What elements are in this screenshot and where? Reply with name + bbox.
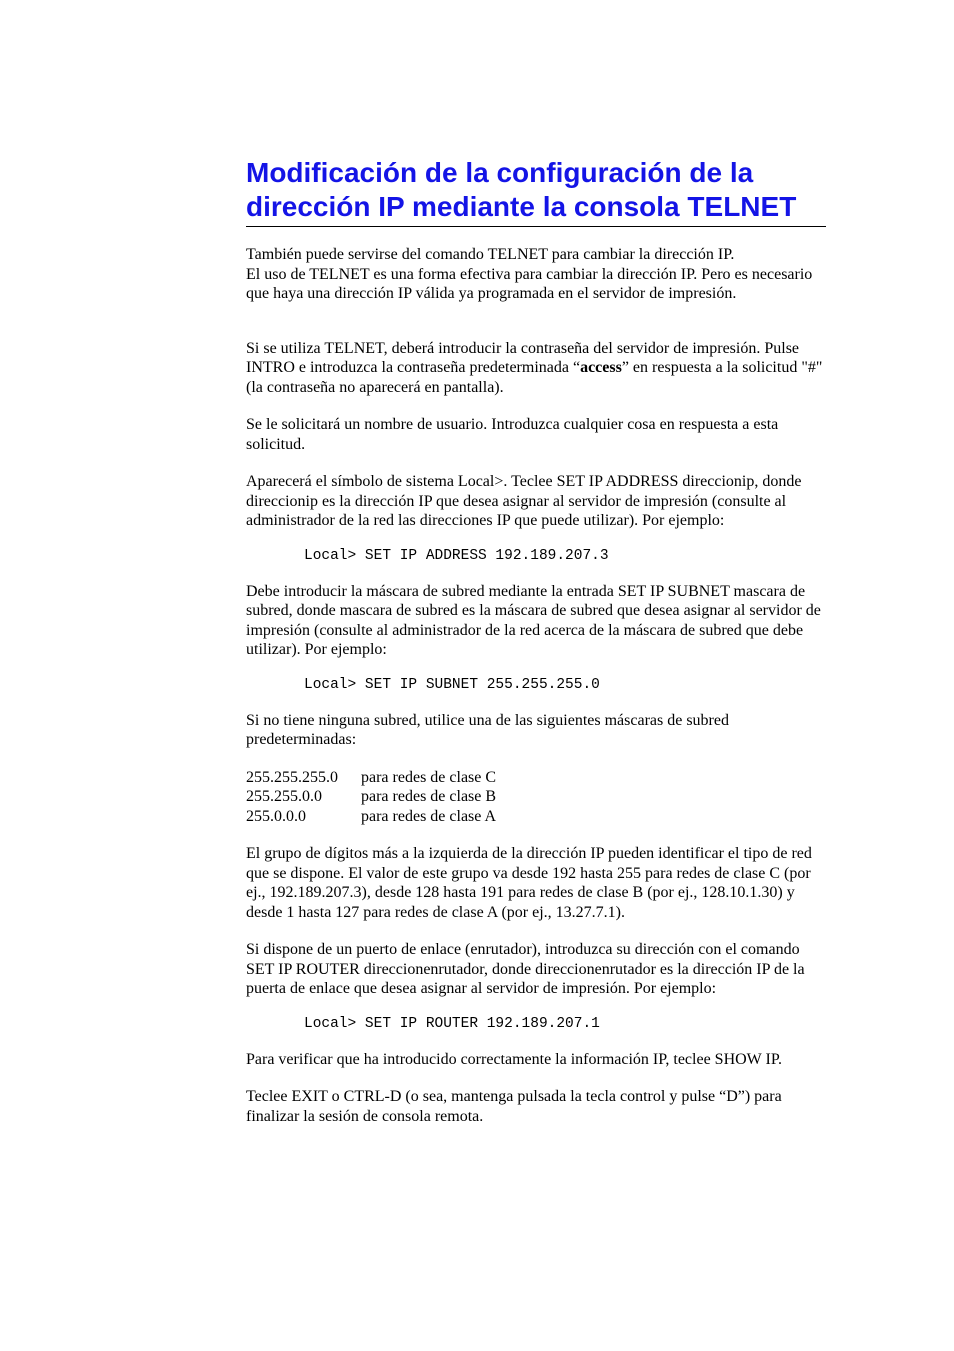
username-paragraph: Se le solicitará un nombre de usuario. Introduzca cualquier cosa en respuesta a esta solicitud.: [246, 416, 779, 453]
verify-paragraph: Para verificar que ha introducido correctamente la información IP, teclee SHOW IP.: [246, 1050, 782, 1068]
page-title: Modificación de la configuración de la dirección IP mediante la consola TELNET: [246, 156, 826, 227]
mask-description: para redes de clase C: [361, 768, 497, 786]
password-text-after: ” en respuesta a la solicitud "#" (la contraseña no aparecerá en pantalla).: [246, 359, 823, 396]
document-page: [246, 156, 826, 1126]
default-password: access: [580, 359, 622, 376]
digits-paragraph: El grupo de dígitos más a la izquierda de la dirección IP pueden identificar el tipo de red que se dispone. El valor de este grupo va desde 192 hasta 255 para redes de clase C (por ej., 192.189.207.3), desde 128 hasta 191 para redes de clase B (por ej., 128.10.1.30) y desde 1 hasta 127 para redes de clase A (por ej., 13.27.7.1).: [246, 845, 812, 921]
mask-description: para redes de clase B: [361, 788, 497, 805]
code-example-router: Local> SET IP ROUTER 192.189.207.1: [304, 1015, 600, 1032]
mask-value: 255.0.0.0: [246, 807, 306, 825]
subnet-mask-table: [246, 768, 826, 827]
no-subnet-paragraph: Si no tiene ninguna subred, utilice una de las siguientes máscaras de subred predeterminadas:: [246, 711, 729, 748]
intro-paragraph-1: También puede servirse del comando TELNET para cambiar la dirección IP.: [246, 246, 735, 263]
mask-value: 255.255.255.0: [246, 768, 338, 786]
code-example-address: Local> SET IP ADDRESS 192.189.207.3: [304, 547, 609, 564]
mask-row: [246, 807, 826, 827]
intro-paragraph-2: El uso de TELNET es una forma efectiva para cambiar la dirección IP. Pero es necesario que haya una dirección IP válida ya programada en el servidor de impresión.: [246, 265, 813, 302]
password-text-before: Si se utiliza TELNET, deberá introducir la contraseña del servidor de impresión. Pulse INTRO e introduzca la contraseña predeterminada “: [246, 339, 800, 376]
local-prompt-paragraph: Aparecerá el símbolo de sistema Local>. Teclee SET IP ADDRESS direccionip, donde direccionip es la dirección IP que desea asignar al servidor de impresión (consulte al administrador de la red las direcciones IP que puede utilizar). Por ejemplo:: [246, 473, 802, 529]
exit-paragraph: Teclee EXIT o CTRL-D (o sea, mantenga pulsada la tecla control y pulse “D”) para finalizar la sesión de consola remota.: [246, 1088, 782, 1125]
mask-description: para redes de clase A: [361, 807, 497, 825]
password-paragraph: [246, 339, 826, 398]
subnet-paragraph: Debe introducir la máscara de subred mediante la entrada SET IP SUBNET mascara de subred, donde mascara de subred es la máscara de subred que desea asignar al servidor de impresión (consulte al administrador de la red acerca de la máscara de subred que debe utilizar). Por ejemplo:: [246, 582, 821, 658]
mask-value: 255.255.0.0: [246, 788, 322, 805]
code-example-subnet: Local> SET IP SUBNET 255.255.255.0: [304, 676, 600, 693]
mask-row: [246, 787, 826, 807]
router-paragraph: Si dispone de un puerto de enlace (enrutador), introduzca su dirección con el comando SET IP ROUTER direccionenrutador, donde direccionenrutador es la dirección IP de la puerta de enlace que desea asignar al servidor de impresión. Por ejemplo:: [246, 941, 805, 997]
mask-row: [246, 768, 826, 788]
